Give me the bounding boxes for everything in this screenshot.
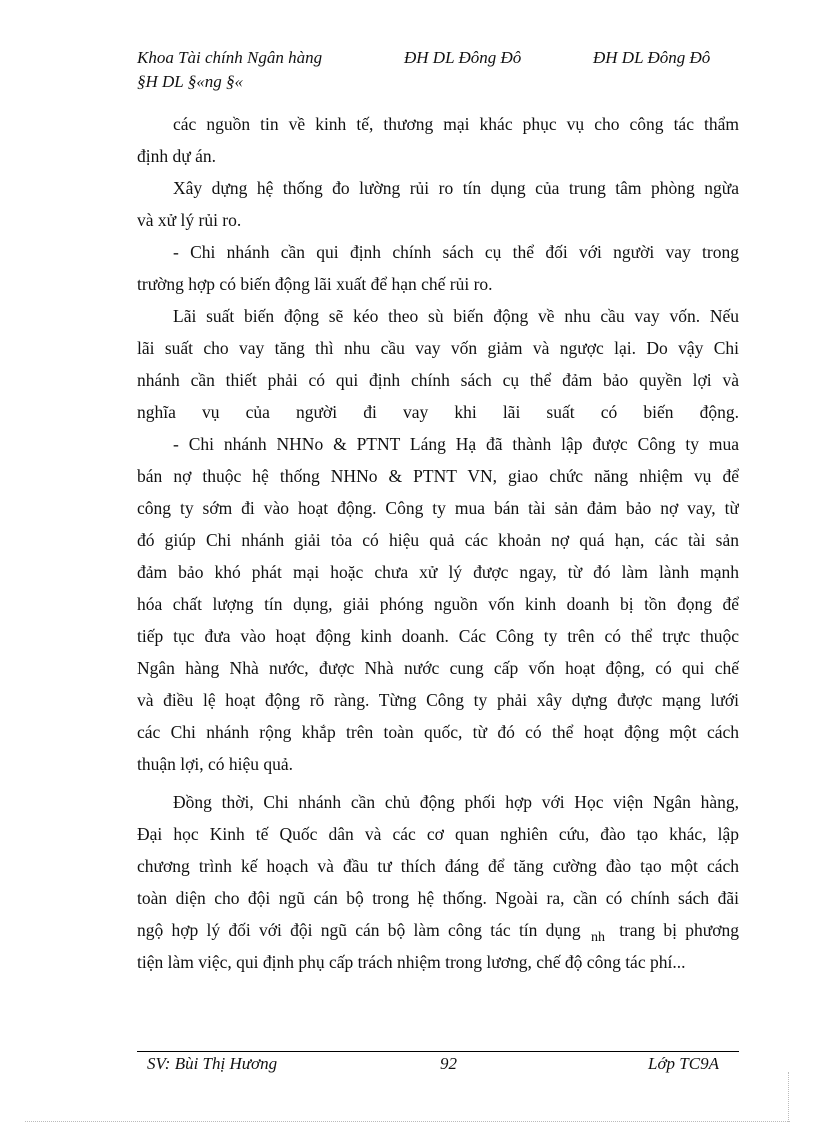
- footer-divider: [137, 1051, 739, 1052]
- document-body: [137, 108, 739, 978]
- text-line: tiếp tục đưa vào hoạt động kinh doanh. Các Công ty trên có thể trực thuộc: [137, 626, 739, 646]
- text-line: - Chi nhánh NHNo & PTNT Láng Hạ đã thành lập được Công ty mua: [173, 434, 739, 454]
- footer-student-name: SV: Bùi Thị Hương: [147, 1054, 278, 1073]
- text-line: tiện làm việc, qui định phụ cấp trách nhiệm trong lương, chế độ công tác phí...: [137, 952, 686, 972]
- text-line: - Chi nhánh cần qui định chính sách cụ thể đối với người vay trong: [173, 242, 739, 262]
- text-line: chương trình kế hoạch và đầu tư thích đáng để tăng cường đào tạo một cách: [137, 856, 739, 876]
- text-line: đó giúp Chi nhánh giải tỏa có hiệu quả các khoản nợ quá hạn, các tài sản: [137, 530, 739, 550]
- text-line: định dự án.: [137, 146, 216, 166]
- header-university-garbled: §H DL §«ng §«: [137, 72, 243, 91]
- text-fragment: ngộ hợp lý đối với đội ngũ cán bộ làm công tác tín dụng: [137, 920, 581, 940]
- text-line: Ngân hàng Nhà nước, được Nhà nước cung cấp vốn hoạt động, có qui chế: [137, 658, 739, 678]
- header-university-middle: ĐH DL Đông Đô: [404, 48, 522, 67]
- text-line: thuận lợi, có hiệu quả.: [137, 754, 294, 774]
- text-line: Xây dựng hệ thống đo lường rủi ro tín dụng của trung tâm phòng ngừa: [173, 178, 739, 198]
- text-line: đảm bảo khó phát mại hoặc chưa xử lý được ngay, từ đó làm lành mạnh: [137, 562, 739, 582]
- text-line: [137, 914, 739, 946]
- text-line: hóa chất lượng tín dụng, giải phóng nguồn vốn kinh doanh bị tồn đọng để: [137, 594, 739, 614]
- text-line: toàn diện cho đội ngũ cán bộ trong hệ thống. Ngoài ra, cần có chính sách đãi: [137, 888, 739, 908]
- text-line: các nguồn tin về kinh tế, thương mại khác phục vụ cho công tác thẩm: [173, 114, 739, 134]
- text-line: công ty sớm đi vào hoạt động. Công ty mua bán tài sản đảm bảo nợ vay, từ: [137, 498, 739, 518]
- footer-class: Lớp TC9A: [648, 1054, 719, 1073]
- text-line: Đồng thời, Chi nhánh cần chủ động phối hợp với Học viện Ngân hàng,: [173, 792, 739, 812]
- text-line: nghĩa vụ của người đi vay khi lãi suất có biến động.: [137, 402, 739, 422]
- text-fragment-subscript: nh: [590, 930, 605, 945]
- header-faculty: Khoa Tài chính Ngân hàng: [137, 48, 323, 67]
- text-line: lãi suất cho vay tăng thì nhu cầu vay vốn giảm và ngược lại. Do vậy Chi: [137, 338, 739, 358]
- text-line: và điều lệ hoạt động rõ ràng. Từng Công ty phải xây dựng được mạng lưới: [137, 690, 739, 710]
- text-line: bán nợ thuộc hệ thống NHNo & PTNT VN, giao chức năng nhiệm vụ để: [137, 466, 739, 486]
- page-edge-dotted-line-vertical: [788, 1072, 789, 1122]
- page-number: 92: [440, 1054, 457, 1073]
- text-line: nhánh cần thiết phải có qui định chính sách cụ thể đảm bảo quyền lợi và: [137, 370, 739, 390]
- text-line: và xử lý rủi ro.: [137, 210, 242, 230]
- text-line: trường hợp có biến động lãi xuất để hạn chế rủi ro.: [137, 274, 493, 294]
- text-line: các Chi nhánh rộng khắp trên toàn quốc, từ đó có thể hoạt động một cách: [137, 722, 739, 742]
- page-edge-dotted-line: [25, 1121, 790, 1122]
- header-university-right: ĐH DL Đông Đô: [593, 48, 711, 67]
- text-line: Lãi suất biến động sẽ kéo theo sù biến động về nhu cầu vay vốn. Nếu: [173, 306, 739, 326]
- text-fragment: trang bị phương: [619, 920, 739, 940]
- page-footer: [137, 1054, 739, 1078]
- text-line: Đại học Kinh tế Quốc dân và các cơ quan nghiên cứu, đào tạo khác, lập: [137, 824, 739, 844]
- page-header: [137, 48, 737, 91]
